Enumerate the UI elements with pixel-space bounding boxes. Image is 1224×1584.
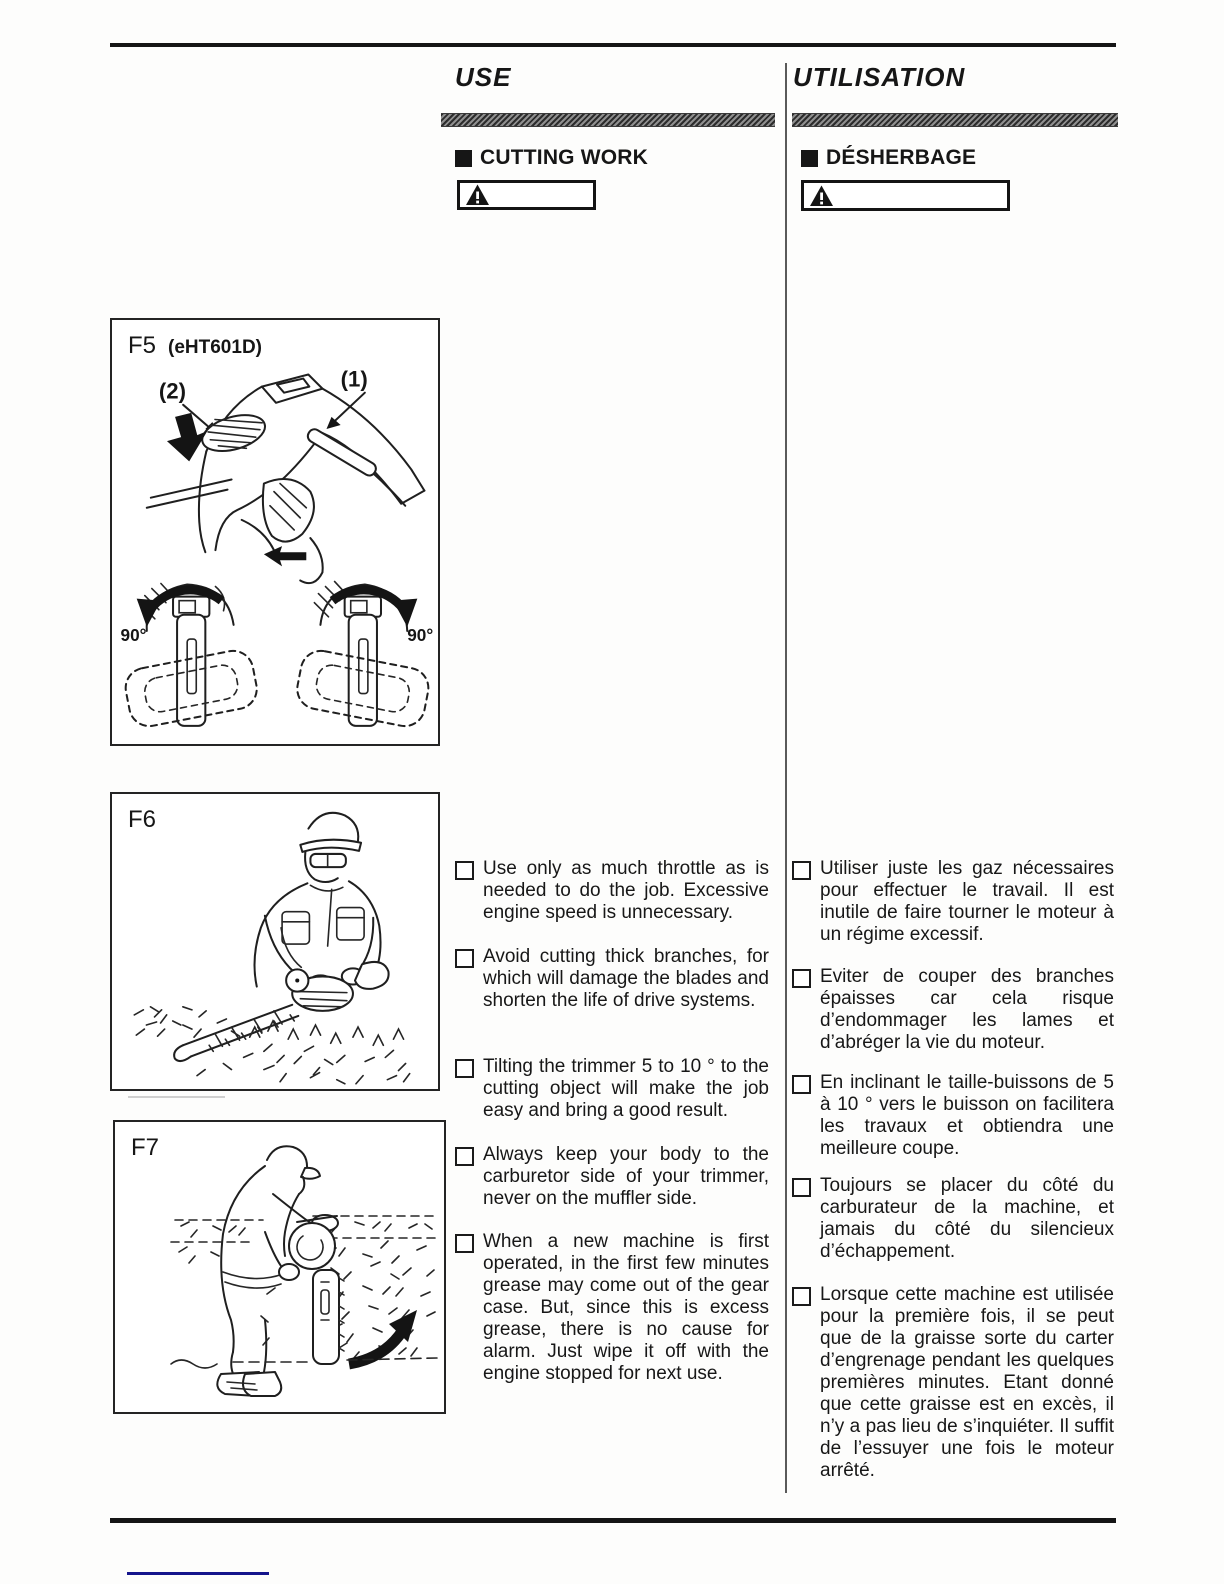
instruction-text: Toujours se placer du côté du carburateur de la machine, et jamais du côté du silencieux d’échappement.	[820, 1175, 1114, 1262]
list-item-fr-4	[792, 1175, 1114, 1263]
f7-illustration	[115, 1122, 444, 1412]
section-square-icon	[801, 150, 818, 167]
figure-id: F5	[128, 332, 157, 359]
section-label: DÉSHERBAGE	[826, 146, 977, 169]
list-item-fr-1	[792, 858, 1114, 946]
list-item-en-2	[455, 946, 769, 1012]
section-square-icon	[455, 150, 472, 167]
warning-box-left	[457, 180, 596, 210]
checkbox-icon	[455, 949, 474, 968]
list-item-fr-2	[792, 966, 1114, 1054]
utilisation-header: UTILISATION	[793, 62, 966, 92]
instruction-text: When a new machine is first operated, in the first few minutes grease may come out of the gear case. But, since this is excess grease, there is no cause for alarm. Just wipe it off with the engine stopped for next use.	[483, 1231, 769, 1384]
section-cutting-work	[455, 146, 648, 170]
warning-triangle-icon	[809, 185, 834, 207]
list-item-en-1	[455, 858, 769, 924]
f6-illustration	[112, 794, 438, 1089]
checkbox-icon	[455, 1147, 474, 1166]
figure-f6	[110, 792, 440, 1091]
list-item-fr-5	[792, 1284, 1114, 1482]
instruction-text: En inclinant le taille-buissons de 5 à 10 ° vers le buisson on facilitera les travaux et obtiendra une meilleure coupe.	[820, 1072, 1114, 1159]
instruction-text: Always keep your body to the carburetor side of your trimmer, never on the muffler side.	[483, 1144, 769, 1209]
scan-artifact-line	[128, 1096, 225, 1098]
figure-id: F7	[131, 1134, 160, 1161]
instruction-text: Use only as much throttle as is needed to do the job. Excessive engine speed is unnecessary.	[483, 858, 769, 923]
callout-1: (1)	[340, 366, 368, 392]
top-rule	[110, 43, 1116, 47]
instruction-text: Tilting the trimmer 5 to 10 ° to the cutting object will make the job easy and bring a good result.	[483, 1056, 769, 1121]
figure-id: F6	[128, 806, 157, 833]
callout-2: (2)	[158, 378, 187, 404]
list-item-en-4	[455, 1144, 769, 1210]
warning-box-right	[801, 180, 1010, 211]
instruction-text: Eviter de couper des branches épaisses car cela risque d’endommager les lames et d’abréger la vie du moteur.	[820, 966, 1114, 1053]
f5-illustration	[112, 320, 438, 744]
checkbox-icon	[792, 861, 811, 880]
checkbox-icon	[792, 969, 811, 988]
use-header: USE	[455, 62, 512, 92]
warning-triangle-icon	[465, 184, 490, 206]
instruction-text: Utiliser juste les gaz nécessaires pour effectuer le travail. Il est inutile de faire tourner le moteur à un régime excessif.	[820, 858, 1114, 945]
checkbox-icon	[792, 1178, 811, 1197]
checkbox-icon	[792, 1075, 811, 1094]
figure-f7	[113, 1120, 446, 1414]
checkbox-icon	[455, 1234, 474, 1253]
hatched-bar-left	[441, 113, 775, 127]
instruction-text: Lorsque cette machine est utilisée pour la première fois, il se peut que de la graisse sorte du carter d’engrenage pendant les quelques premières minutes. Etant donné que cette graisse est en excès, il n’y a pas lieu de s’inquiéter. Il suffit de l’essuyer une fois le moteur arrêté.	[820, 1284, 1114, 1481]
angle-label-right: 90°	[407, 625, 434, 646]
list-item-en-3	[455, 1056, 769, 1122]
angle-label-left: 90°	[120, 625, 147, 646]
figure-model: (eHT601D)	[168, 337, 262, 358]
section-label: CUTTING WORK	[480, 146, 649, 169]
hatched-bar-right	[792, 113, 1118, 127]
column-divider	[785, 63, 787, 1493]
checkbox-icon	[455, 861, 474, 880]
list-item-en-5	[455, 1231, 769, 1385]
figure-f5	[110, 318, 440, 746]
checkbox-icon	[792, 1287, 811, 1306]
section-desherbage	[801, 146, 976, 170]
footer-blue-mark	[127, 1572, 269, 1575]
instruction-text: Avoid cutting thick branches, for which will damage the blades and shorten the life of drive systems.	[483, 946, 769, 1011]
bottom-rule	[110, 1518, 1116, 1523]
list-item-fr-3	[792, 1072, 1114, 1160]
checkbox-icon	[455, 1059, 474, 1078]
